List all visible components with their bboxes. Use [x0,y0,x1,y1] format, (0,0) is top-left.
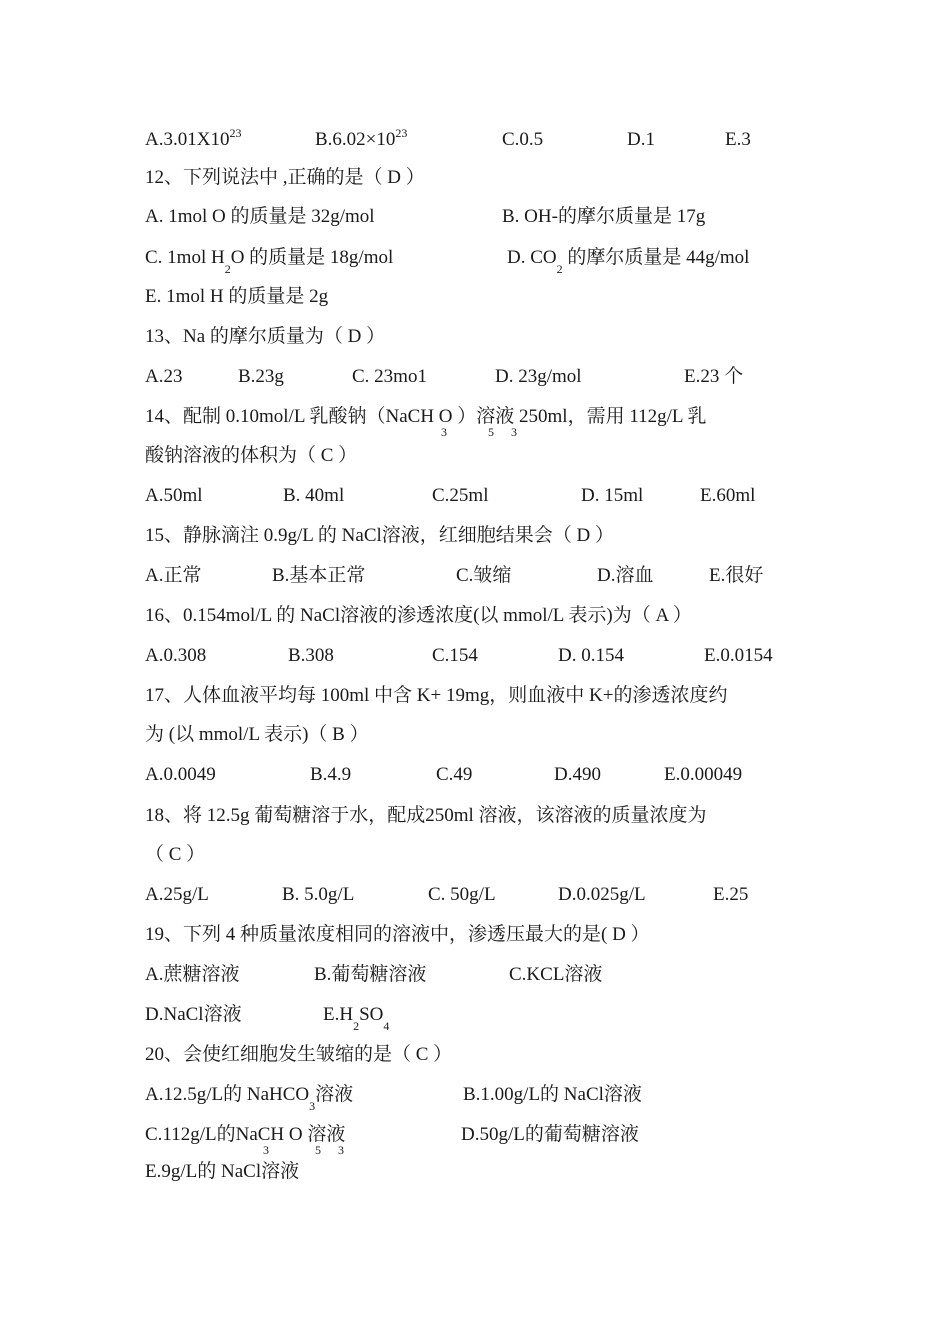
question-16: 16、0.154mol/L 的 NaCl溶液的渗透浓度(以 mmol/L 表示)为（ A ） [145,605,692,626]
option-c: C.154 [432,645,478,666]
option-d: D.490 [554,764,601,785]
subscript-3: 3 [441,425,447,439]
option-b: B.4.9 [310,764,352,785]
option-a: A.蔗糖溶液 [145,964,240,985]
option-c: C.0.5 [502,129,544,150]
option-b: B. OH-的摩尔质量是 17g [502,206,706,227]
option-c: C.49 [436,764,473,785]
option-e: E.9g/L的 NaCl溶液 [145,1161,300,1182]
option-e: E. 1mol H 的质量是 2g [145,286,329,307]
option-c: C. 1mol $H_2O$ 的质量是 18g/mol [145,247,394,276]
option-b: $B.6.02\times 10^{23}$ [315,126,408,150]
option-e: E.25 [713,884,749,905]
option-d: D.NaCl溶液 [145,1004,242,1025]
question-19: 19、下列 4 种质量浓度相同的溶液中，渗透压最大的是( D ） [145,924,650,945]
subscript-3c: 3 [263,1143,269,1157]
option-d: D. 15ml [581,485,644,506]
option-b: B. 40ml [283,485,345,506]
option-d: D.溶血 [597,565,654,586]
option-a: A.0.0049 [145,764,216,785]
option-a: $A.3.01X10^{23}$ [145,126,242,150]
question-20: 20、会使红细胞发生皱缩的是（ C ） [145,1044,453,1065]
option-b: B. 5.0g/L [282,884,355,905]
option-a: A.25g/L [145,884,209,905]
option-d: D. $CO_2$ 的摩尔质量是 44g/mol [507,247,750,276]
question-15: 15、静脉滴注 0.9g/L 的 NaCl溶液，红细胞结果会（ D ） [145,525,615,546]
option-e: E.3 [725,129,751,150]
option-b: B.葡萄糖溶液 [314,964,427,985]
option-c: C. 23mo1 [352,366,427,387]
option-e: E.0.0154 [704,645,773,666]
question-18-line-2: （ C ） [145,844,206,865]
question-14-line-2: 酸钠溶液的体积为（ C ） [145,445,358,466]
option-d: D. 23g/mol [495,366,582,387]
option-c: C.25ml [432,485,489,506]
option-a: A.23 [145,366,183,387]
option-c: C.112g/L的NaCH O 溶液 [145,1124,346,1145]
subscript-3b: 3 [511,425,517,439]
question-17-line-1: 17、人体血液平均每 100ml 中含 K+ 19mg，则血液中 K+的渗透浓度约 [145,685,728,706]
option-d: D.50g/L的葡萄糖溶液 [461,1124,639,1145]
subscript-3d: 3 [338,1143,344,1157]
option-e: E.23 个 [684,366,744,387]
option-a: A. 1mol O 的质量是 32g/mol [145,206,375,227]
option-e: $E.H_2SO_4$ [323,1004,390,1033]
question-12: 12、下列说法中 ,正确的是（ D ） [145,167,425,188]
question-13: 13、Na 的摩尔质量为（ D ） [145,326,386,347]
option-a: A.12.5g/L的 NaHCO$_3$溶液 [145,1084,354,1113]
question-14-line-1: 14、配制 0.10mol/L 乳酸钠（NaCH O ）溶液 250ml，需用 112g/L 乳 [145,406,707,427]
option-a: A.正常 [145,565,202,586]
option-d: D.0.025g/L [558,884,646,905]
subscript-5: 5 [488,425,494,439]
subscript-5c: 5 [315,1143,321,1157]
question-18-line-1: 18、将 12.5g 葡萄糖溶于水，配成250ml 溶液，该溶液的质量浓度为 [145,805,707,826]
option-d: D. 0.154 [558,645,624,666]
option-e: E.60ml [700,485,756,506]
option-e: E.很好 [709,565,764,586]
option-e: E.0.00049 [664,764,743,785]
option-b: B.基本正常 [272,565,366,586]
option-c: C.皱缩 [456,565,512,586]
question-17-line-2: 为 (以 mmol/L 表示)（ B ） [145,724,369,745]
option-b: B.308 [288,645,334,666]
option-a: A.50ml [145,485,203,506]
option-b: B.1.00g/L的 NaCl溶液 [463,1084,642,1105]
option-b: B.23g [238,366,284,387]
option-c: C.KCL溶液 [509,964,603,985]
option-a: A.0.308 [145,645,207,666]
option-c: C. 50g/L [428,884,496,905]
option-d: D.1 [627,129,655,150]
